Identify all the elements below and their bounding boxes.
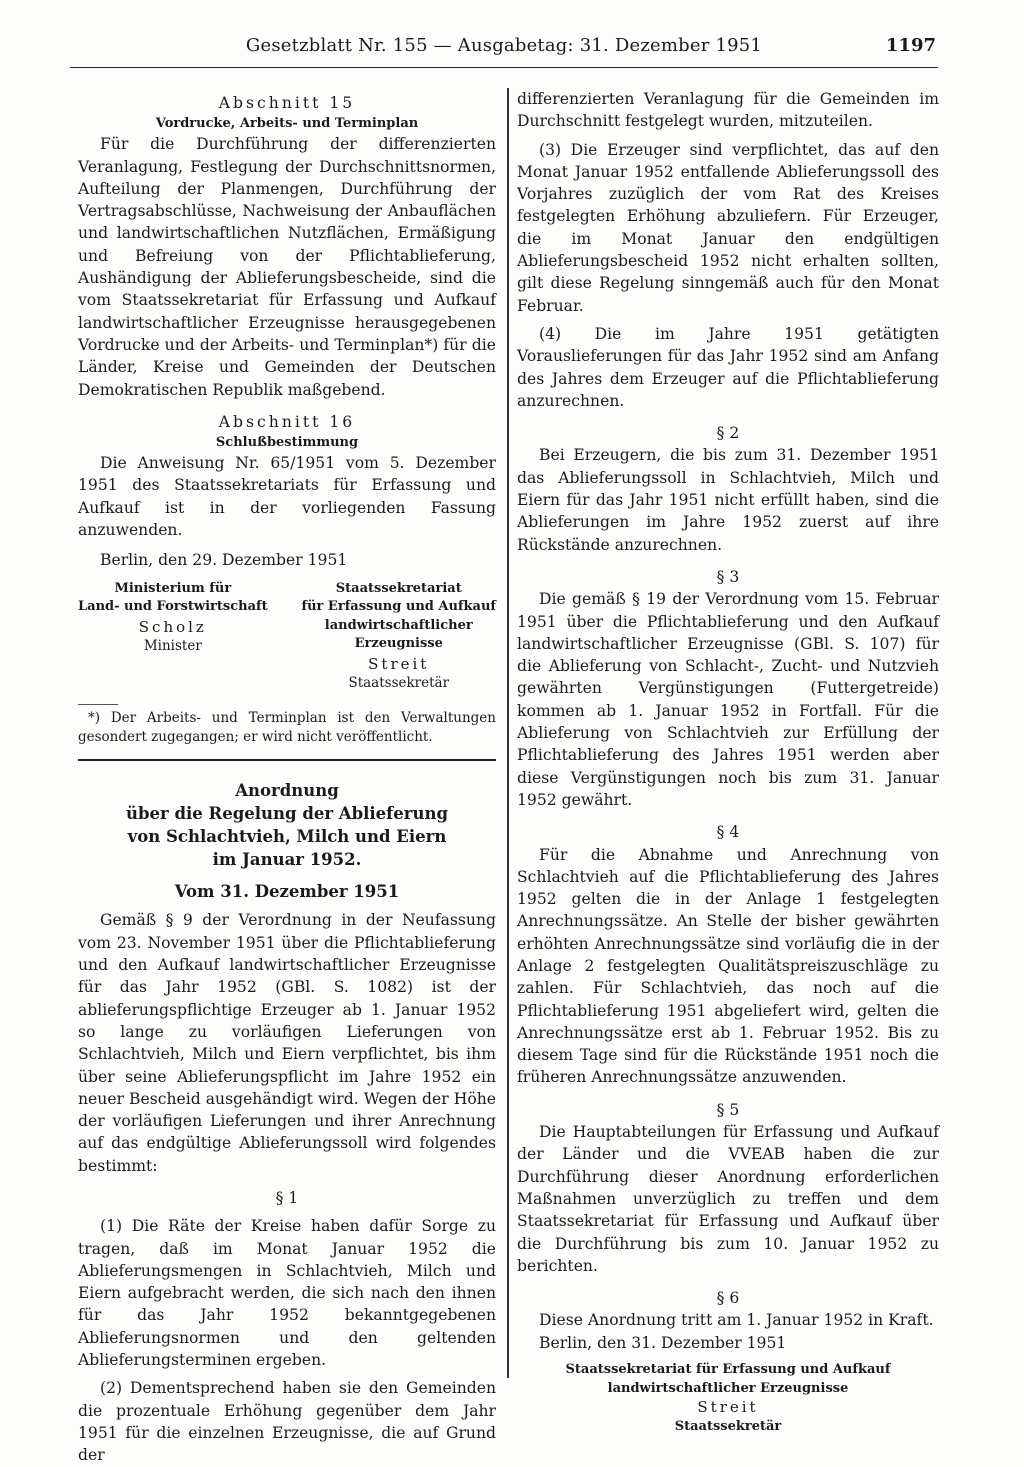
- signature-secretariat: [517, 1360, 939, 1436]
- page-number: 1197: [885, 35, 936, 56]
- ordinance-title-line1: Anordnung: [235, 781, 339, 801]
- section-16-text: Die Anweisung Nr. 65/1951 vom 5. Dezember 1951 des Staatssekretariats für Erfassung und Aufkauf ist in der vorliegenden Fassung anzuwenden.: [78, 454, 496, 540]
- secretariat-line3: landwirtschaftlicher: [324, 617, 473, 633]
- signature-block: [78, 580, 496, 693]
- ministry-line1: Ministerium für: [114, 580, 232, 596]
- paragraph-6-heading: § 6: [716, 1289, 740, 1308]
- paragraph-5-heading: § 5: [716, 1100, 740, 1119]
- ordinance-date: Vom 31. Dezember 1951: [174, 882, 400, 902]
- header-title: Gesetzblatt Nr. 155 — Ausgabetag: 31. Dezember 1951: [245, 35, 763, 56]
- paragraph-1-clause-2-continued: differenzierten Veranlagung für die Gemeinden im Durchschnitt festgelegt wurden, mitzuteilen.: [517, 90, 939, 131]
- paragraph-3-heading: § 3: [716, 567, 740, 586]
- paragraph-4-text: Für die Abnahme und Anrechnung von Schlachtvieh auf die Pflichtablieferung des Jahres 1952 gelten die in der Anlage 1 festgelegten Anrechnungssätze. An Stelle der bisher gewährten erhöhten Anrechnungssätze sind vorläufig die in der Anlage 2 festgelegten Qualitätspreiszuschläge zu zahlen. Für Schlachtvieh, das noch auf die Pflichtablieferung 1951 abgeliefert wird, gelten die Anrechnungssätze erst ab 1. Februar 1952. Bis zu diesem Tage sind für die Rückstände 1951 noch die früheren Anrechnungssätze anzuwenden.: [517, 845, 939, 1087]
- ordinance-intro: Gemäß § 9 der Verordnung in der Neufassung vom 23. November 1951 über die Pflichtablieferung und den Aufkauf landwirtschaftlicher Erzeugnisse für das Jahr 1952 (GBl. S. 1082) ist der ablieferungspflichtige Erzeuger ab 1. Januar 1952 so lange zu vorläufigen Lieferungen von Schlachtvieh, Milch und Eiern verpflichtet, bis ihm über seine Ablieferungspflicht im Jahre 1952 ein neuer Bescheid ausgehändigt wird. Wegen der Höhe der vorläufigen Lieferungen und ihrer Anrechnung auf das endgültige Ablieferungssoll wird folgendes bestimmt:: [78, 911, 496, 1175]
- right-column: [517, 88, 939, 1436]
- ministry-line2: Land- und Forstwirtschaft: [78, 599, 268, 615]
- paragraph-1-clause-1: (1) Die Räte der Kreise haben dafür Sorge zu tragen, daß im Monat Januar 1952 die Ablieferungsmengen in Schlachtvieh, Milch und Eiern aufgebracht werden, die sich nach den ihnen für das Jahr 1952 bekanntgegebenen Ablieferungsnormen und den geltenden Ablieferungsterminen ergeben.: [78, 1217, 496, 1370]
- secretariat-line2: landwirtschaftlicher Erzeugnisse: [607, 1381, 849, 1397]
- secretariat-line1: Staatssekretariat für Erfassung und Aufkauf: [565, 1362, 891, 1378]
- left-column: [78, 88, 496, 1467]
- column-divider: [507, 88, 509, 1378]
- signatory-role: Minister: [143, 637, 202, 654]
- secretariat-line1: Staatssekretariat: [335, 580, 462, 596]
- signatory-role: Staatssekretär: [348, 674, 450, 691]
- footnote-rule: [78, 704, 118, 705]
- section-15-heading: Abschnitt 15: [218, 94, 356, 112]
- paragraph-5-text: Die Hauptabteilungen für Erfassung und Aufkauf der Länder und die VVEAB haben die zur Durchführung dieser Anordnung erforderlichen Maßnahmen unverzüglich zu treffen und dem Staatssekretariat für Erfassung und Aufkauf über die Durchführung bis zum 10. Januar 1952 zu berichten.: [517, 1123, 939, 1275]
- paragraph-1-heading: § 1: [275, 1189, 299, 1207]
- signatory-name: Streit: [368, 654, 430, 673]
- signature-secretariat: [302, 580, 496, 693]
- signatory-role: Staatssekretär: [674, 1419, 782, 1435]
- section-15-text: Für die Durchführung der differenzierten Veranlagung, Festlegung der Durchschnittsnormen, Aufteilung der Planmengen, Durchführung der Vertragsabschlüsse, Nachweisung der Anbauflächen und landwirtschaftlichen Nutzflächen, Ermäßigung und Befreiung von der Pflichtablieferung, Aushändigung der Ablieferungsbescheide, sind die vom Staatssekretariat für Erfassung und Aufkauf landwirtschaftlicher Erzeugnisse herausgegebenen Vordrucke und der Arbeits- und Terminplan*) für die Länder, Kreise und Gemeinden der Deutschen Demokratischen Republik maßgebend.: [78, 135, 496, 399]
- secretariat-line2: für Erfassung und Aufkauf: [301, 599, 496, 615]
- ordinance-title-line3: von Schlachtvieh, Milch und Eiern: [127, 827, 447, 847]
- signature-ministry: [78, 580, 268, 693]
- ordinance-title: [78, 779, 496, 871]
- signatory-name: Scholz: [138, 617, 207, 636]
- signatory-name: Streit: [697, 1398, 759, 1417]
- place-date: Berlin, den 29. Dezember 1951: [100, 551, 348, 570]
- section-16-subheading: Schlußbestimmung: [215, 435, 359, 451]
- place-date: Berlin, den 31. Dezember 1951: [539, 1333, 787, 1352]
- section-divider: [78, 759, 496, 761]
- section-16-heading: Abschnitt 16: [218, 412, 356, 431]
- paragraph-1-clause-4: (4) Die im Jahre 1951 getätigten Vorauslieferungen für das Jahr 1952 sind am Anfang des Jahres dem Erzeuger auf die Pflichtablieferung anzurechnen.: [517, 324, 939, 410]
- page-header: [70, 33, 938, 68]
- paragraph-2-text: Bei Erzeugern, die bis zum 31. Dezember 1951 das Ablieferungssoll in Schlachtvieh, Milch und Eiern für das Jahr 1951 nicht erfüllt haben, sind die Ablieferungen im Jahre 1952 zuerst auf ihre Rückstände anzurechnen.: [517, 446, 939, 554]
- paragraph-3-text: Die gemäß § 19 der Verordnung vom 15. Februar 1951 über die Pflichtablieferung und den Aufkauf landwirtschaftlicher Erzeugnisse (GBl. S. 107) für die Ablieferung von Schlacht-, Zucht- und Nutzvieh gewährten Vergünstigungen (Futtergetreide) kommen ab 1. Januar 1952 in Fortfall. Für die Ablieferung von Schlachtvieh zur Erfüllung der Pflichtablieferung des Jahres 1951 werden aber diese Vergünstigungen noch bis zum 31. Januar 1952 gewährt.: [517, 590, 939, 809]
- paragraph-1-clause-2: (2) Dementsprechend haben sie den Gemeinden die prozentuale Erhöhung gegenüber dem Jahr 1951 für die einzelnen Erzeugnisse, die auf Grund der: [78, 1379, 496, 1465]
- paragraph-6-text: Diese Anordnung tritt am 1. Januar 1952 in Kraft.: [539, 1311, 934, 1330]
- ordinance-title-line2: über die Regelung der Ablieferung: [126, 804, 448, 824]
- paragraph-4-heading: § 4: [716, 823, 740, 842]
- paragraph-2-heading: § 2: [716, 424, 740, 443]
- ordinance-title-line4: im Januar 1952.: [212, 850, 362, 870]
- paragraph-1-clause-3: (3) Die Erzeuger sind verpflichtet, das auf den Monat Januar 1952 entfallende Ablieferungssoll des Vorjahres zuzüglich der vom Rat des Kreises festgelegten Erhöhung abzuliefern. Für Erzeuger, die im Monat Januar den endgültigen Ablieferungsbescheid 1952 nicht erhalten sollten, gilt diese Regelung sinngemäß auch für den Monat Februar.: [517, 140, 939, 315]
- footnote: *) Der Arbeits- und Terminplan ist den Verwaltungen gesondert zugegangen; er wird nicht veröffentlicht.: [78, 710, 496, 746]
- secretariat-line4: Erzeugnisse: [354, 636, 443, 652]
- section-15-subheading: Vordrucke, Arbeits- und Terminplan: [155, 116, 419, 132]
